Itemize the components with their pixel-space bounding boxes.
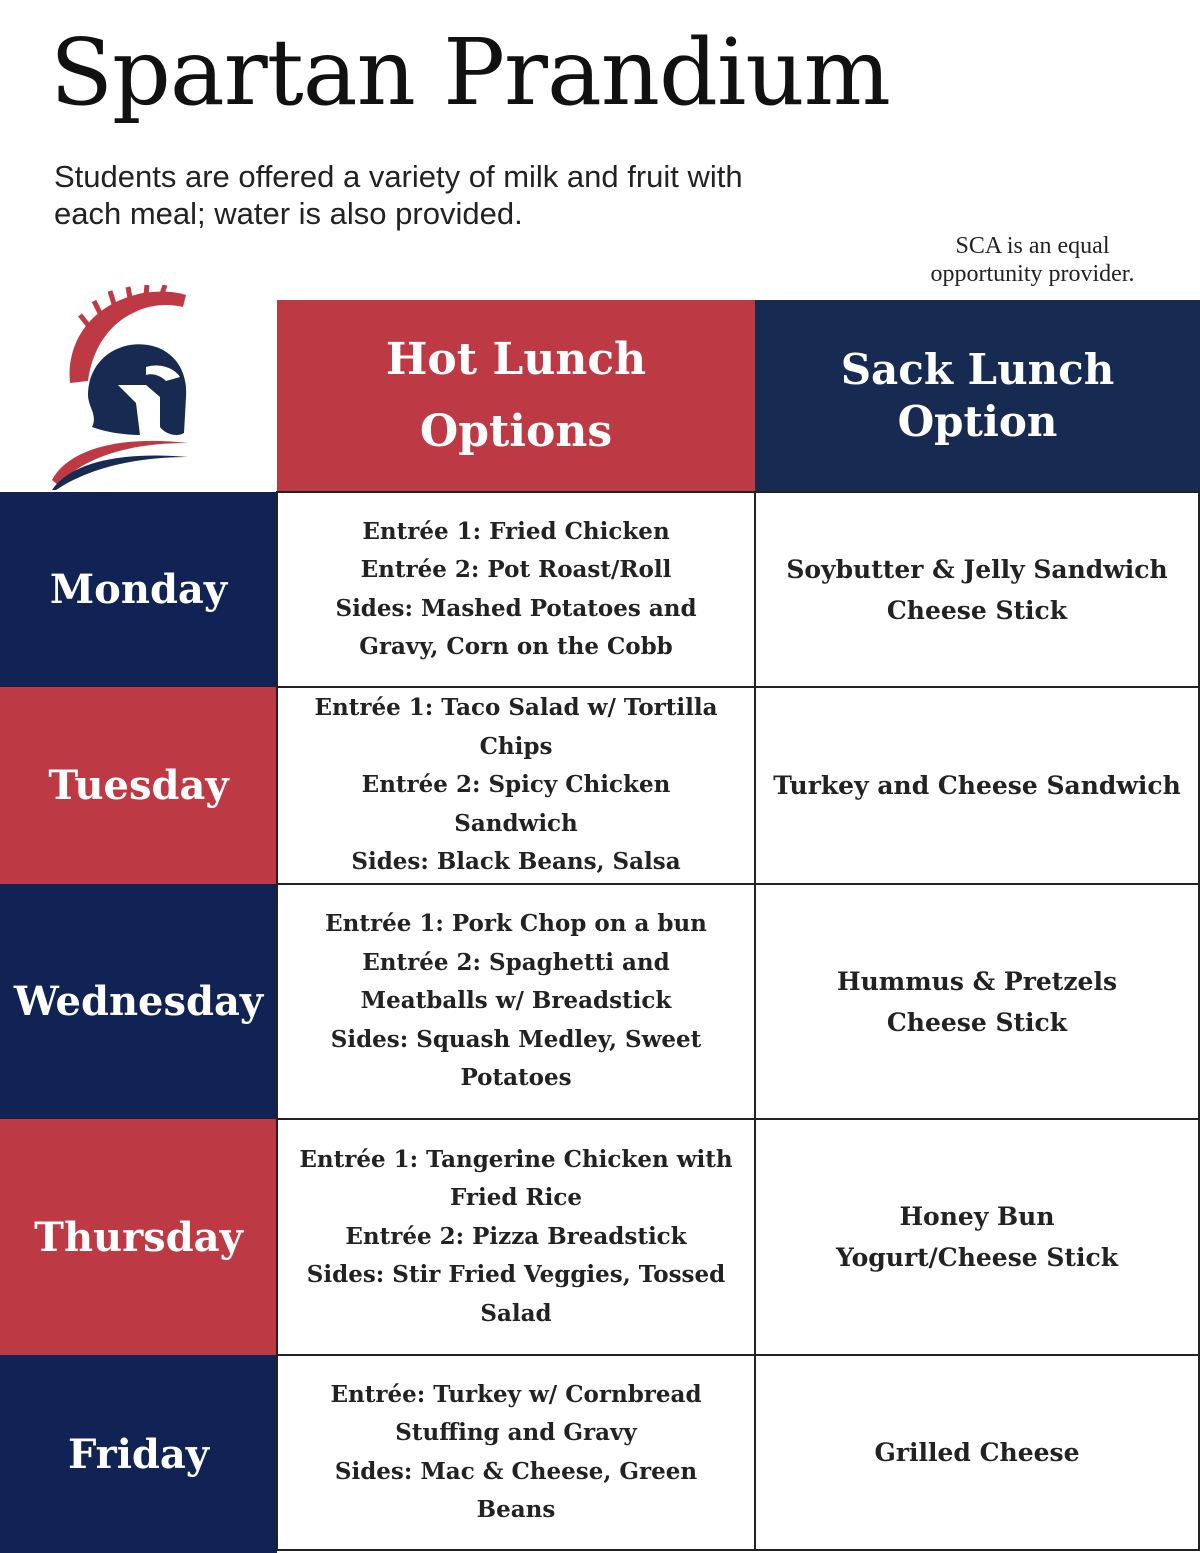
equal-opportunity-notice [900, 232, 1165, 288]
page-title: Spartan Prandium [50, 19, 890, 126]
spartan-helmet-icon [48, 285, 198, 490]
day-monday: Monday [0, 492, 277, 687]
hot-lunch-thursday [276, 1118, 756, 1356]
menu-line: Soybutter & Jelly Sandwich [786, 554, 1168, 584]
menu-line: Entrée 2: Spicy Chicken Sandwich [361, 771, 671, 837]
menu-line: Entrée 1: Taco Salad w/ Tortilla Chips [314, 694, 718, 760]
menu-line: Cheese Stick [886, 595, 1068, 625]
menu-line: Entrée 2: Pizza Breadstick [345, 1222, 687, 1250]
menu-line: Entrée 1: Pork Chop on a bun [325, 910, 707, 938]
hot-lunch-wednesday [276, 883, 756, 1120]
hot-header-line-2: Options [419, 406, 613, 457]
menu-line: Honey Bun [899, 1202, 1055, 1231]
day-friday: Friday [0, 1355, 277, 1553]
day-wednesday: Wednesday [0, 884, 277, 1119]
hot-lunch-monday [276, 491, 756, 688]
day-tuesday: Tuesday [0, 687, 277, 884]
sack-lunch-monday [754, 491, 1200, 688]
menu-line: Sides: Squash Medley, Sweet Potatoes [330, 1025, 702, 1092]
hot-lunch-header [277, 300, 755, 492]
menu-line: Entrée 1: Fried Chicken [362, 517, 670, 545]
hot-lunch-tuesday [276, 686, 756, 885]
menu-line: Entrée: Turkey w/ Cornbread Stuffing and Gravy [330, 1380, 702, 1446]
menu-line: Hummus & Pretzels [836, 966, 1118, 996]
menu-line: Sides: Mashed Potatoes and Gravy, Corn on the Cobb [335, 594, 697, 660]
sack-lunch-header: Sack Lunch Option [755, 300, 1200, 492]
hot-lunch-friday [276, 1354, 756, 1551]
menu-line: Sides: Black Beans, Salsa [351, 848, 681, 876]
menu-line: Grilled Cheese [874, 1438, 1080, 1467]
notice-line-1: SCA is an equal [955, 233, 1110, 259]
menu-line: Yogurt/Cheese Stick [835, 1243, 1119, 1272]
menu-line: Entrée 2: Spaghetti and Meatballs w/ Breadstick [360, 948, 672, 1015]
subtitle: Students are offered a variety of milk and fruit with each meal; water is also provided. [54, 159, 743, 231]
menu-line: Entrée 2: Pot Roast/Roll [360, 556, 672, 583]
menu-line: Turkey and Cheese Sandwich [773, 771, 1181, 800]
menu-line: Sides: Stir Fried Veggies, Tossed Salad [306, 1261, 726, 1327]
sack-lunch-thursday [754, 1118, 1200, 1356]
menu-line: Sides: Mac & Cheese, Green Beans [334, 1457, 698, 1523]
day-thursday: Thursday [0, 1119, 277, 1355]
notice-line-2: opportunity provider. [930, 261, 1135, 287]
sack-lunch-friday [754, 1354, 1200, 1551]
sack-lunch-tuesday [754, 686, 1200, 885]
sack-lunch-wednesday [754, 883, 1200, 1120]
hot-header-line-1: Hot Lunch [385, 334, 647, 385]
menu-line: Cheese Stick [886, 1007, 1068, 1037]
menu-line: Entrée 1: Tangerine Chicken with Fried Rice [299, 1145, 733, 1212]
